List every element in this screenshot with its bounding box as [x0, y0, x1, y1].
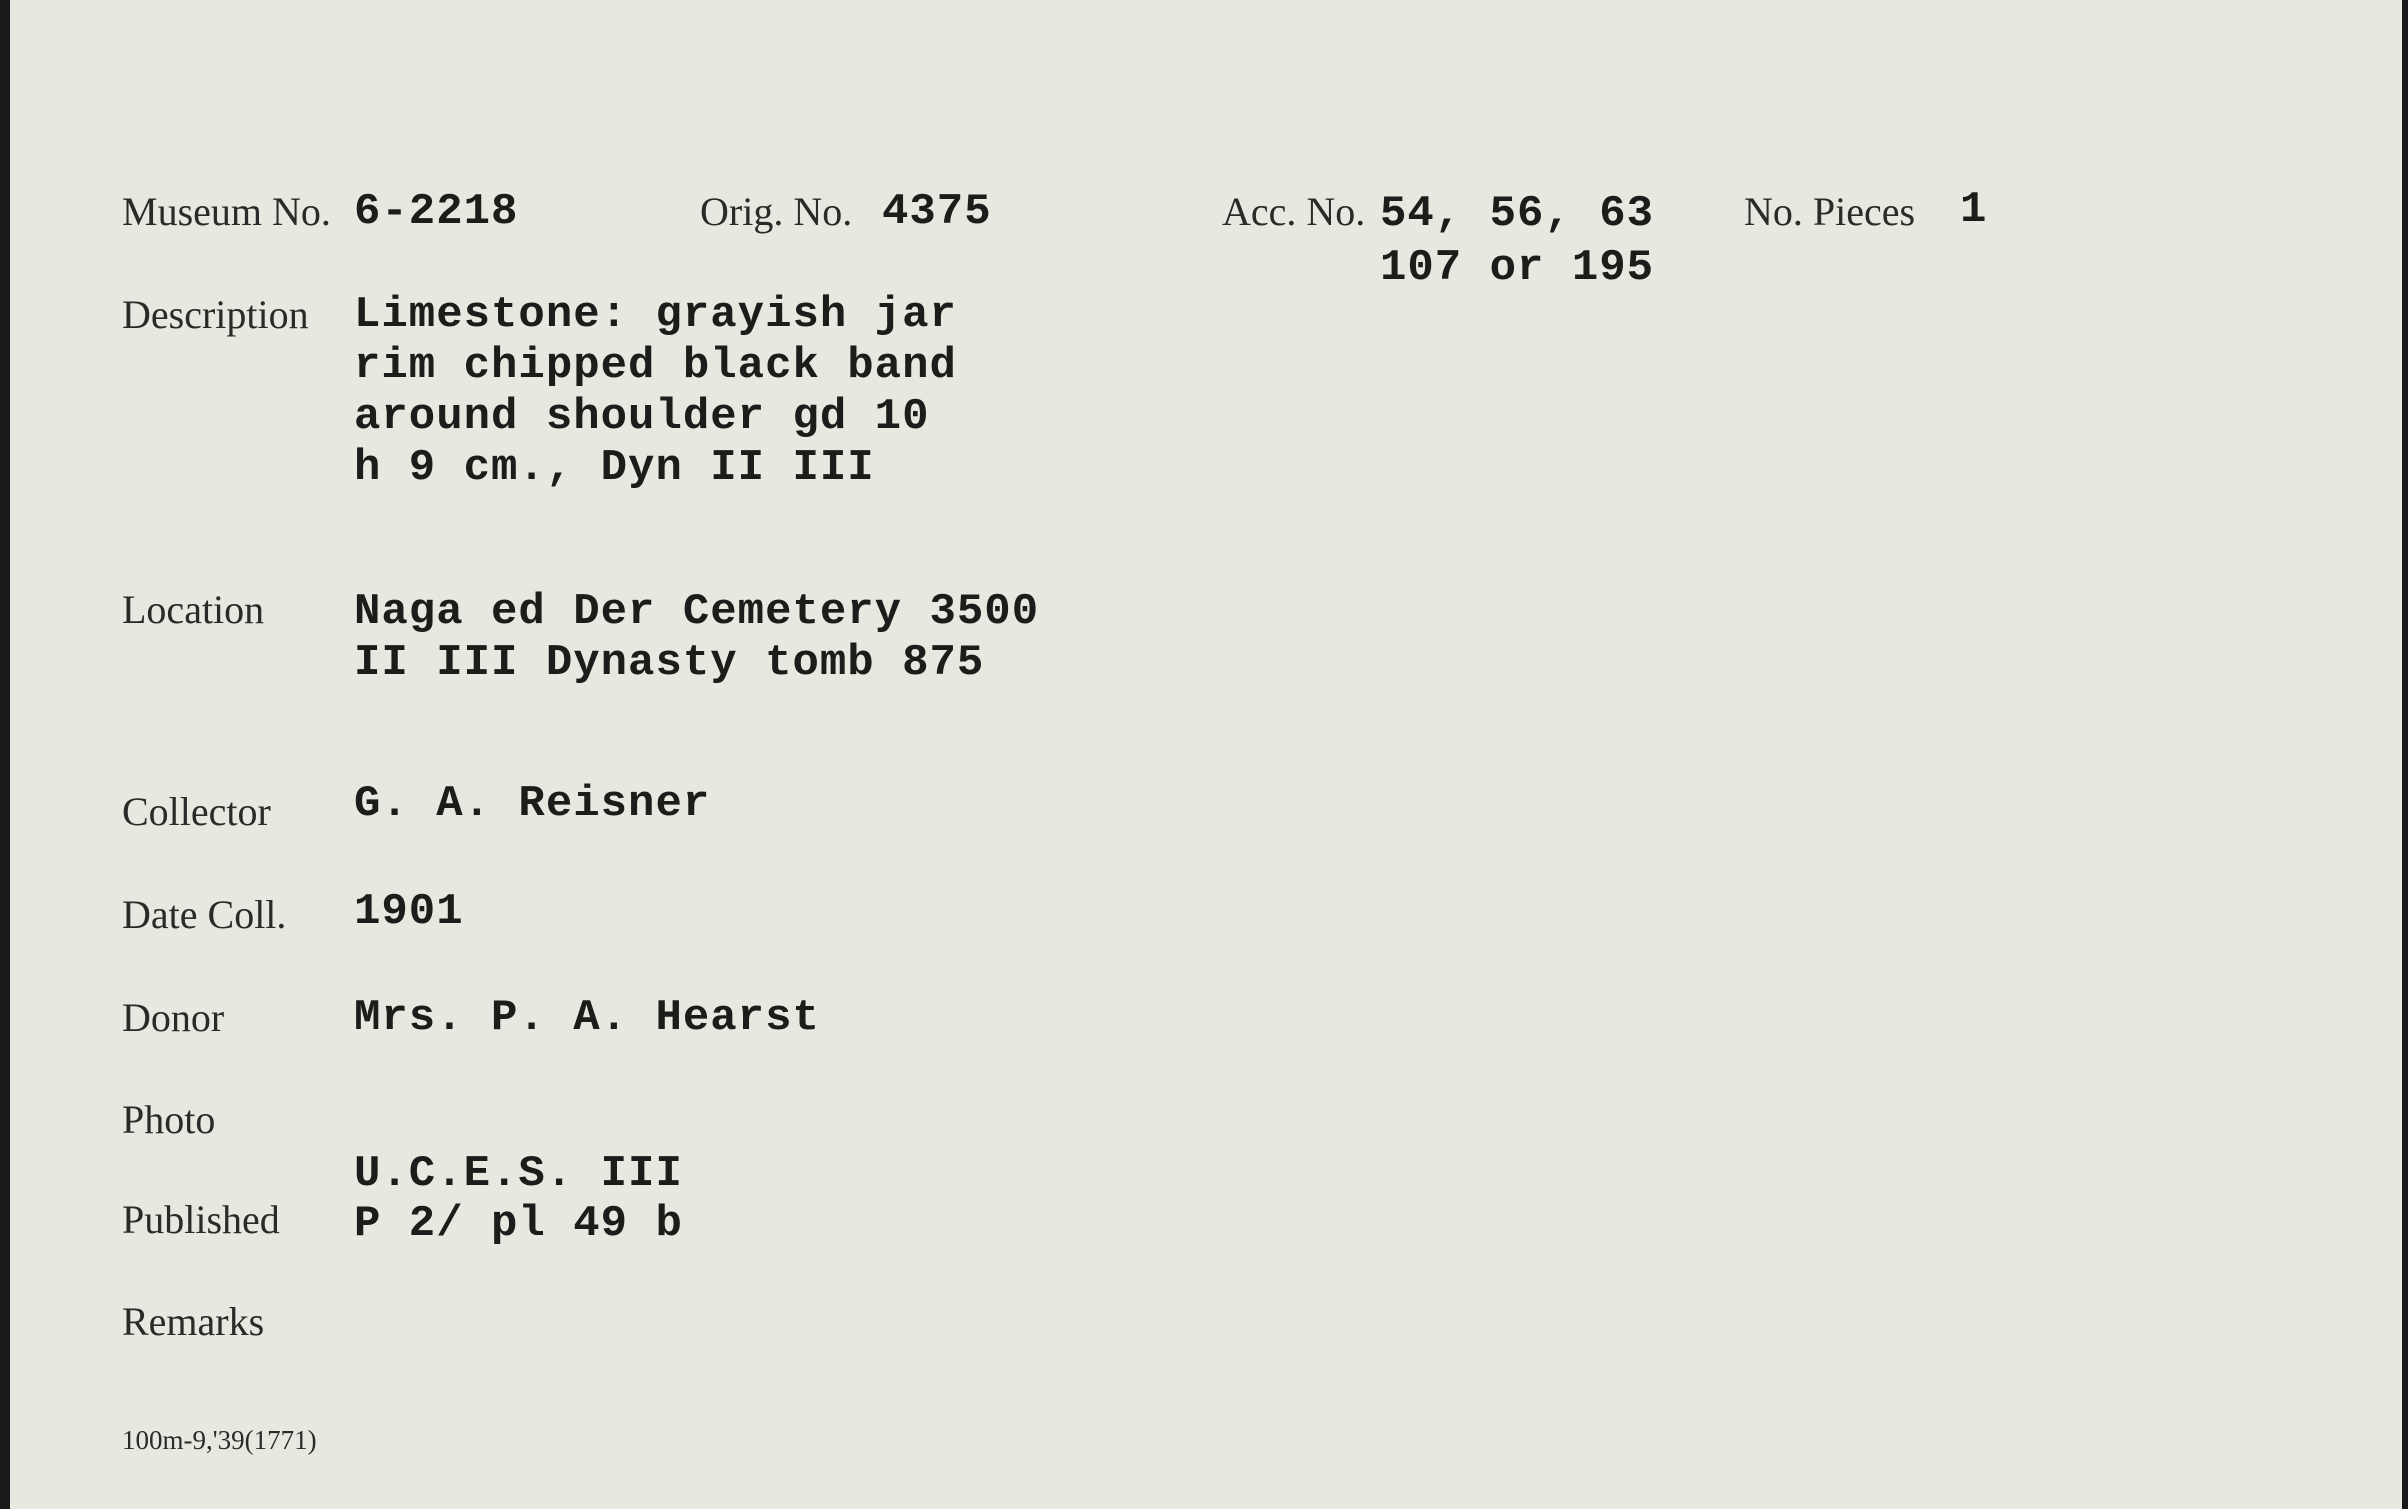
description-label: Description: [122, 292, 309, 337]
acc-no-line2: 107 or 195: [1380, 243, 1655, 293]
location-text: [354, 587, 1040, 692]
orig-no-value: 4375: [882, 187, 992, 237]
pieces-label: No. Pieces: [1744, 189, 1916, 234]
photo-label: Photo: [122, 1097, 216, 1142]
date-coll-label: Date Coll.: [122, 892, 287, 937]
pieces-value: 1: [1960, 185, 1988, 235]
footer-print-code: 100m-9,'39(1771): [122, 1425, 317, 1455]
published-line2: P 2/ pl 49 b: [354, 1199, 683, 1249]
published-label: Published: [122, 1197, 280, 1242]
donor-label: Donor: [122, 995, 225, 1040]
collector-label: Collector: [122, 789, 271, 834]
location-line: Naga ed Der Cemetery 3500: [354, 587, 1040, 637]
description-line: h 9 cm., Dyn II III: [354, 443, 875, 493]
location-label: Location: [122, 587, 265, 632]
description-line: Limestone: grayish jar: [354, 290, 957, 340]
catalog-card: [10, 0, 2402, 1509]
acc-no-label: Acc. No.: [1222, 189, 1366, 234]
location-line: II III Dynasty tomb 875: [354, 638, 985, 688]
published-line1: U.C.E.S. III: [354, 1149, 683, 1199]
acc-no-line1: 54, 56, 63: [1380, 189, 1655, 239]
collector-value: G. A. Reisner: [354, 779, 711, 829]
donor-value: Mrs. P. A. Hearst: [354, 993, 820, 1043]
orig-no-label: Orig. No.: [700, 189, 853, 234]
museum-no-label: Museum No.: [122, 189, 331, 234]
museum-no-value: 6-2218: [354, 187, 519, 237]
remarks-label: Remarks: [122, 1299, 265, 1344]
date-coll-value: 1901: [354, 887, 464, 937]
description-line: rim chipped black band: [354, 341, 957, 391]
description-text: [354, 290, 957, 497]
description-line: around shoulder gd 10: [354, 392, 930, 442]
